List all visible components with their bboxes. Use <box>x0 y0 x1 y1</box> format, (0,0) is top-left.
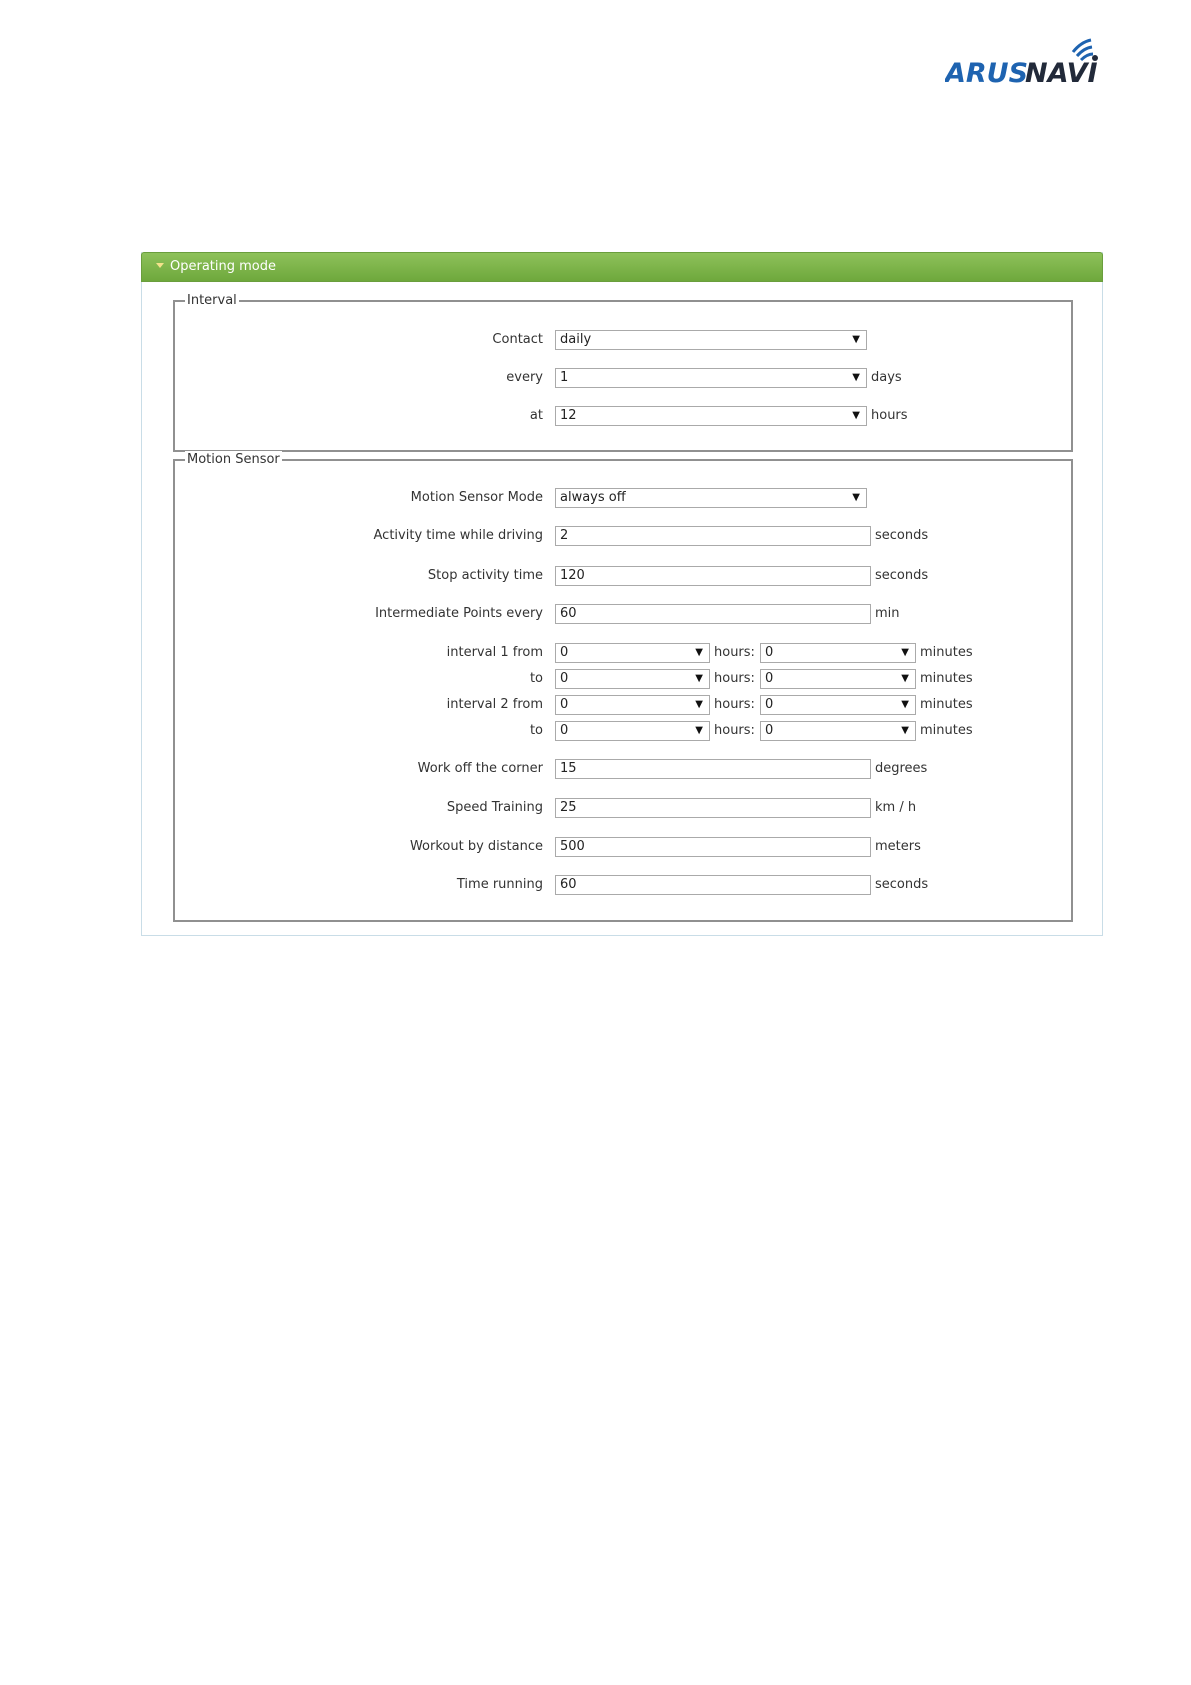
at-unit: hours <box>871 408 908 423</box>
intermediate-input[interactable]: 60 <box>555 604 871 624</box>
chevron-down-icon: ▼ <box>852 492 860 503</box>
contact-label: Contact <box>492 332 543 347</box>
chevron-down-icon: ▼ <box>901 699 909 710</box>
every-label: every <box>506 370 543 385</box>
activity-driving-unit: seconds <box>875 528 929 543</box>
chevron-down-icon: ▼ <box>901 647 909 658</box>
select-value: 0 <box>560 697 569 712</box>
interval-legend: Interval <box>187 293 237 308</box>
interval1-to-hours-select[interactable] <box>555 669 710 689</box>
minutes-label: minutes <box>920 723 973 738</box>
panel-title: Operating mode <box>170 259 276 274</box>
stop-activity-label: Stop activity time <box>427 568 543 583</box>
time-running-input[interactable]: 60 <box>555 875 871 895</box>
chevron-down-icon: ▼ <box>695 725 703 736</box>
select-value: 0 <box>765 723 774 738</box>
arusnavi-logo-graphic <box>945 32 1105 92</box>
interval2-to-hours-select[interactable] <box>555 721 710 741</box>
interval2-to-minutes-select[interactable] <box>760 721 916 741</box>
select-value: 0 <box>560 671 569 686</box>
distance-input[interactable]: 500 <box>555 837 871 857</box>
distance-unit: meters <box>875 839 921 854</box>
chevron-down-icon: ▼ <box>695 699 703 710</box>
minutes-label: minutes <box>920 671 973 686</box>
corner-unit: degrees <box>875 761 928 776</box>
intermediate-label: Intermediate Points every <box>375 606 543 621</box>
logo-text-arus: ARUS <box>945 58 1029 89</box>
motion-mode-label: Motion Sensor Mode <box>410 490 543 505</box>
interval1-from-hours-select[interactable] <box>555 643 710 663</box>
select-value: 0 <box>560 723 569 738</box>
distance-label: Workout by distance <box>409 839 543 854</box>
at-select[interactable] <box>555 406 867 426</box>
chevron-down-icon: ▼ <box>695 673 703 684</box>
speed-input[interactable]: 25 <box>555 798 871 818</box>
chevron-down-icon: ▼ <box>852 372 860 383</box>
chevron-down-icon: ▼ <box>852 410 860 421</box>
chevron-down-icon: ▼ <box>695 647 703 658</box>
interval-fieldset <box>173 293 1073 452</box>
corner-label: Work off the corner <box>417 761 543 776</box>
every-unit: days <box>871 370 902 385</box>
stop-activity-unit: seconds <box>875 568 929 583</box>
at-label: at <box>529 408 543 423</box>
chevron-down-icon: ▼ <box>901 673 909 684</box>
activity-driving-label: Activity time while driving <box>373 528 543 543</box>
chevron-down-icon: ▼ <box>901 725 909 736</box>
hours-label: hours: <box>714 645 755 660</box>
motion-sensor-fieldset <box>173 452 1073 922</box>
speed-unit: km / h <box>875 800 917 815</box>
every-select[interactable] <box>555 368 867 388</box>
chevron-down-icon: ▼ <box>852 334 860 345</box>
select-value: 0 <box>765 671 774 686</box>
contact-select-value: daily <box>560 332 592 347</box>
hours-label: hours: <box>714 671 755 686</box>
stop-activity-input[interactable]: 120 <box>555 566 871 586</box>
contact-select[interactable] <box>555 330 867 350</box>
corner-input[interactable]: 15 <box>555 759 871 779</box>
select-value: 0 <box>560 645 569 660</box>
interval1-to-minutes-select[interactable] <box>760 669 916 689</box>
interval2-from-minutes-select[interactable] <box>760 695 916 715</box>
motion-sensor-legend: Motion Sensor <box>187 452 280 467</box>
panel-header[interactable] <box>141 252 1103 282</box>
arusnavi-logo <box>945 32 1105 92</box>
minutes-label: minutes <box>920 697 973 712</box>
speed-label: Speed Training <box>446 800 543 815</box>
interval2-to-label: to <box>529 723 543 738</box>
minutes-label: minutes <box>920 645 973 660</box>
hours-label: hours: <box>714 723 755 738</box>
operating-mode-panel <box>141 252 1103 936</box>
intermediate-unit: min <box>875 606 900 621</box>
motion-mode-value: always off <box>560 490 626 505</box>
collapse-triangle-icon[interactable] <box>156 263 164 268</box>
time-running-unit: seconds <box>875 877 929 892</box>
interval1-from-label: interval 1 from <box>446 645 543 660</box>
interval2-from-hours-select[interactable] <box>555 695 710 715</box>
motion-mode-select[interactable] <box>555 488 867 508</box>
every-select-value: 1 <box>560 370 569 385</box>
at-select-value: 12 <box>560 408 577 423</box>
select-value: 0 <box>765 697 774 712</box>
activity-driving-input[interactable]: 2 <box>555 526 871 546</box>
time-running-label: Time running <box>456 877 543 892</box>
select-value: 0 <box>765 645 774 660</box>
interval1-to-label: to <box>529 671 543 686</box>
interval2-from-label: interval 2 from <box>446 697 543 712</box>
logo-text-navi: NAVI <box>1025 58 1098 89</box>
interval1-from-minutes-select[interactable] <box>760 643 916 663</box>
hours-label: hours: <box>714 697 755 712</box>
